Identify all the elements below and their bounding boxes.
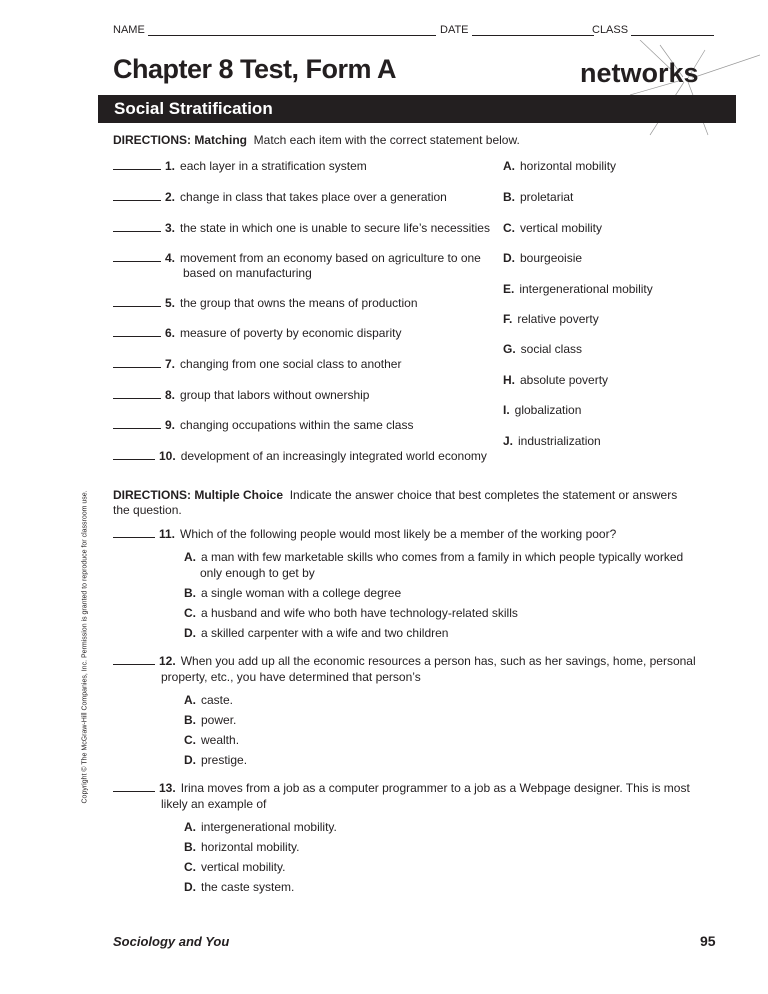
option-letter: D. — [184, 626, 196, 640]
item-text: development of an increasingly integrated world economy — [180, 449, 487, 463]
mc-option — [184, 549, 683, 581]
option-text: power. — [201, 713, 237, 727]
question-text: Irina moves from a job as a computer programmer to a job as a Webpage designer. This is most — [180, 781, 690, 795]
answer-blank[interactable] — [113, 527, 155, 538]
matching-item — [113, 251, 481, 280]
matching-item — [113, 357, 401, 371]
option-text: a man with few marketable skills who comes from a family in which people typically worked — [201, 550, 684, 564]
matching-item — [113, 449, 487, 463]
option-text: caste. — [201, 693, 234, 707]
option-letter: D. — [184, 753, 196, 767]
networks-logo: networks — [580, 58, 699, 88]
option-letter: D. — [184, 880, 196, 894]
page-number: 95 — [700, 933, 716, 949]
answer-blank[interactable] — [113, 326, 161, 337]
matching-answer — [503, 434, 601, 448]
matching-answer — [503, 282, 653, 296]
item-text: movement from an economy based on agriculture to one — [180, 251, 481, 265]
mc-question — [113, 653, 696, 685]
answer-text: social class — [520, 342, 583, 356]
item-text: changing occupations within the same class — [180, 418, 414, 432]
item-text: measure of poverty by economic disparity — [180, 326, 402, 340]
option-text-continued: only enough to get by — [200, 566, 315, 580]
option-letter: C. — [184, 860, 196, 874]
answer-text: relative poverty — [517, 312, 599, 326]
name-label: NAME — [113, 24, 145, 36]
answer-letter: B. — [503, 190, 515, 204]
item-number: 2. — [165, 190, 176, 204]
option-letter: C. — [184, 606, 196, 620]
answer-letter: A. — [503, 159, 515, 173]
answer-letter: E. — [503, 282, 515, 296]
matching-answer — [503, 373, 608, 387]
item-number: 5. — [165, 296, 176, 310]
logo-burst-icon — [620, 40, 760, 140]
mc-question — [113, 526, 616, 542]
answer-text: globalization — [514, 403, 582, 417]
question-text: When you add up all the economic resources a person has, such as her savings, home, personal — [180, 654, 696, 668]
matching-item — [113, 221, 490, 235]
option-text: vertical mobility. — [201, 860, 286, 874]
mc-option — [184, 839, 299, 855]
answer-letter: G. — [503, 342, 516, 356]
answer-letter: C. — [503, 221, 515, 235]
option-text: wealth. — [201, 733, 240, 747]
matching-item — [113, 326, 401, 340]
matching-answer — [503, 190, 573, 204]
answer-blank[interactable] — [113, 251, 161, 262]
answer-blank[interactable] — [113, 221, 161, 232]
question-text-continued: property, etc., you have determined that person’s — [161, 670, 421, 684]
item-text: changing from one social class to another — [180, 357, 402, 371]
mc-option — [184, 605, 518, 621]
question-number: 11. — [159, 527, 176, 541]
answer-blank[interactable] — [113, 449, 155, 460]
item-number: 10. — [159, 449, 176, 463]
option-letter: A. — [184, 820, 196, 834]
answer-letter: H. — [503, 373, 515, 387]
option-text: the caste system. — [201, 880, 295, 894]
mc-option — [184, 585, 401, 601]
item-number: 8. — [165, 388, 176, 402]
item-text: the state in which one is unable to secure life’s necessities — [180, 221, 490, 235]
date-label: DATE — [440, 24, 469, 36]
option-letter: A. — [184, 550, 196, 564]
answer-letter: I. — [503, 403, 510, 417]
mc-option — [184, 625, 448, 641]
item-number: 1. — [165, 159, 176, 173]
item-text: each layer in a stratification system — [180, 159, 367, 173]
option-text: a husband and wife who both have technology-related skills — [201, 606, 518, 620]
option-text: horizontal mobility. — [201, 840, 300, 854]
mc-directions: DIRECTIONS: Multiple Choice Indicate the answer choice that best completes the statement or answers the question. — [113, 488, 678, 517]
mc-option — [184, 732, 239, 748]
mc-option — [184, 752, 247, 768]
item-number: 7. — [165, 357, 176, 371]
answer-text: intergenerational mobility — [519, 282, 653, 296]
option-text: prestige. — [201, 753, 248, 767]
answer-text: proletariat — [520, 190, 574, 204]
matching-item — [113, 159, 367, 173]
answer-letter: F. — [503, 312, 513, 326]
mc-option — [184, 879, 294, 895]
mc-question — [113, 780, 690, 812]
matching-item — [113, 190, 447, 204]
matching-answer — [503, 403, 581, 417]
copyright-notice: Copyright © The McGraw-Hill Companies, Inc. Permission is granted to reproduce for classroom use. — [81, 490, 89, 804]
mc-option — [184, 819, 337, 835]
item-number: 4. — [165, 251, 176, 265]
matching-item — [113, 418, 413, 432]
matching-answer — [503, 251, 582, 265]
option-text: a skilled carpenter with a wife and two children — [201, 626, 449, 640]
item-text: change in class that takes place over a generation — [180, 190, 447, 204]
section-subtitle: Social Stratification — [114, 99, 273, 118]
option-letter: B. — [184, 840, 196, 854]
item-number: 9. — [165, 418, 176, 432]
matching-answer — [503, 312, 599, 326]
matching-answer — [503, 221, 602, 235]
answer-blank[interactable] — [113, 388, 161, 399]
option-text: a single woman with a college degree — [201, 586, 402, 600]
option-letter: B. — [184, 586, 196, 600]
answer-letter: J. — [503, 434, 514, 448]
answer-blank[interactable] — [113, 190, 161, 201]
mc-option — [184, 692, 233, 708]
option-letter: C. — [184, 733, 196, 747]
matching-answer — [503, 159, 616, 173]
answer-blank[interactable] — [113, 418, 161, 429]
answer-blank[interactable] — [113, 654, 155, 665]
matching-item — [113, 296, 418, 310]
class-label: CLASS — [592, 24, 629, 36]
answer-blank[interactable] — [113, 781, 155, 792]
answer-text: industrialization — [518, 434, 601, 448]
page-title: Chapter 8 Test, Form A — [113, 54, 397, 84]
mc-option — [184, 859, 285, 875]
item-text: the group that owns the means of production — [180, 296, 418, 310]
item-text-continued: based on manufacturing — [183, 266, 312, 280]
matching-directions: DIRECTIONS: Matching Match each item with the correct statement below. — [113, 133, 520, 147]
date-field[interactable] — [440, 24, 594, 36]
question-text: Which of the following people would most likely be a member of the working poor? — [180, 527, 617, 541]
mc-option — [184, 712, 236, 728]
answer-blank[interactable] — [113, 357, 161, 368]
matching-answer — [503, 342, 582, 356]
matching-item — [113, 388, 369, 402]
question-number: 12. — [159, 654, 176, 668]
name-field[interactable] — [113, 24, 436, 36]
answer-blank[interactable] — [113, 296, 161, 307]
class-field[interactable] — [592, 24, 714, 36]
item-text: group that labors without ownership — [180, 388, 370, 402]
answer-blank[interactable] — [113, 159, 161, 170]
answer-text: horizontal mobility — [520, 159, 617, 173]
option-letter: B. — [184, 713, 196, 727]
answer-text: vertical mobility — [520, 221, 603, 235]
option-letter: A. — [184, 693, 196, 707]
question-number: 13. — [159, 781, 176, 795]
footer-book-title: Sociology and You — [113, 934, 230, 949]
question-text-continued: likely an example of — [161, 797, 267, 811]
option-text: intergenerational mobility. — [201, 820, 337, 834]
item-number: 6. — [165, 326, 176, 340]
answer-letter: D. — [503, 251, 515, 265]
item-number: 3. — [165, 221, 176, 235]
answer-text: absolute poverty — [520, 373, 609, 387]
answer-text: bourgeoisie — [520, 251, 583, 265]
